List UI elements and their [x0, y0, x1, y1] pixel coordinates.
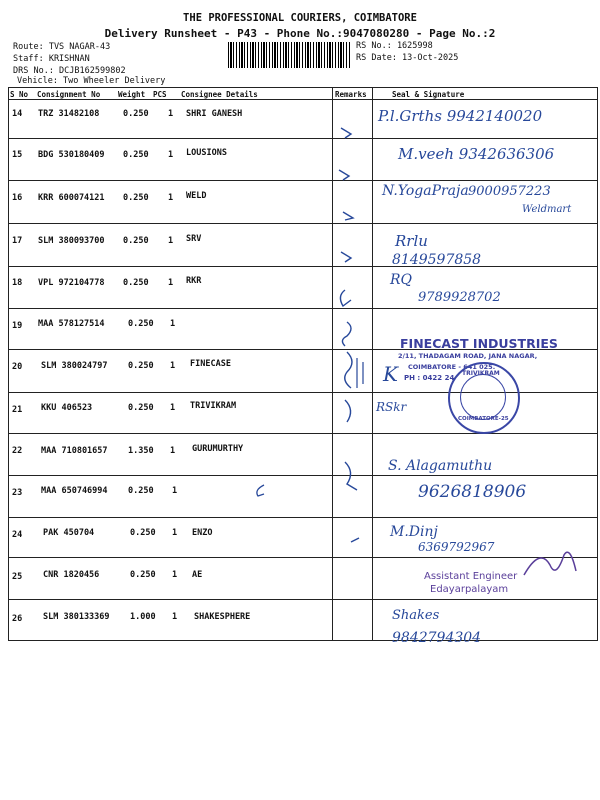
pcs: 1	[168, 150, 174, 160]
consignee: GURUMURTHY	[192, 444, 244, 454]
signature-row23-phone: 9626818906	[418, 482, 527, 502]
drs-number: DRS No.: DCJB162599802	[13, 66, 126, 76]
consignee: RKR	[186, 276, 202, 286]
weight: 0.250	[130, 570, 156, 580]
row-divider	[8, 223, 598, 224]
consignee: SHAKESPHERE	[194, 612, 251, 622]
consignment-no: CNR 1820456	[43, 570, 100, 580]
stamp-ae-place: Edayarpalayam	[430, 584, 509, 595]
weight: 1.000	[130, 612, 156, 622]
row-divider	[8, 138, 598, 139]
pcs: 1	[168, 109, 174, 119]
pcs: 1	[172, 528, 178, 538]
consignment-no: TRZ 31482108	[38, 109, 100, 119]
signature-row18-name: RQ	[390, 272, 413, 288]
signature-row14: P.l.Grths 9942140020	[378, 107, 543, 125]
route: Route: TVS NAGAR-43	[13, 42, 111, 52]
table-top-border	[8, 87, 598, 88]
tick-mark	[340, 290, 351, 306]
consignee: WELD	[186, 191, 207, 201]
sno: 24	[12, 530, 23, 540]
signature-row26-name: Shakes	[392, 608, 440, 623]
stroke-mark	[357, 358, 363, 388]
staff: Staff: KRISHNAN	[13, 54, 90, 64]
row-divider	[8, 599, 598, 600]
pcs: 1	[172, 570, 178, 580]
sno: 16	[12, 193, 23, 203]
company-seal	[448, 362, 520, 434]
col-weight: Weight	[118, 90, 146, 99]
stamp-ae-title: Assistant Engineer	[424, 571, 518, 582]
consignment-no: KRR 600074121	[38, 193, 105, 203]
stray-mark	[250, 482, 270, 500]
weight: 0.250	[128, 361, 154, 371]
tick-mark	[351, 538, 359, 542]
table-bottom-border	[8, 640, 598, 641]
sno: 23	[12, 488, 23, 498]
tick-mark	[339, 170, 349, 180]
pcs: 1	[168, 236, 174, 246]
sno: 18	[12, 278, 23, 288]
seal-top-text: TRIVIKRAM	[462, 370, 500, 377]
weight: 0.250	[128, 403, 154, 413]
consignment-no: MAA 578127514	[38, 319, 105, 329]
row-divider	[8, 266, 598, 267]
pcs: 1	[170, 361, 176, 371]
pcs: 1	[168, 278, 174, 288]
squiggle-mark	[342, 322, 351, 346]
consignment-no: SLM 380093700	[38, 236, 105, 246]
vehicle: Vehicle: Two Wheeler Delivery	[17, 76, 166, 86]
pcs: 1	[172, 612, 178, 622]
seal-inner-ring	[460, 374, 506, 420]
squiggle-mark	[345, 400, 351, 422]
row-divider	[8, 180, 598, 181]
weight: 0.250	[123, 109, 149, 119]
sno: 14	[12, 109, 23, 119]
rs-number: RS No.: 1625998	[356, 41, 433, 51]
remarks-marks	[333, 100, 373, 640]
consignee: LOUSIONS	[186, 148, 227, 158]
consignment-no: SLM 380133369	[43, 612, 110, 622]
sno: 21	[12, 405, 23, 415]
company-title: THE PROFESSIONAL COURIERS, COIMBATORE	[183, 12, 417, 24]
tick-mark	[341, 128, 351, 138]
col-pcs: PCS	[153, 90, 167, 99]
sno: 19	[12, 321, 23, 331]
consignment-no: KKU 406523	[41, 403, 93, 413]
stamp-phone: PH : 0422 24	[404, 374, 455, 382]
consignment-no: MAA 650746994	[41, 486, 108, 496]
sno: 15	[12, 150, 23, 160]
signature-row17-phone: 8149597858	[392, 252, 482, 268]
signature-row20: K	[383, 362, 398, 386]
weight: 0.250	[123, 278, 149, 288]
col-consignment: Consignment No	[37, 90, 101, 99]
pcs: 1	[170, 403, 176, 413]
signature-row24-name: M.Dinj	[390, 524, 438, 540]
sno: 17	[12, 236, 23, 246]
row-divider	[8, 433, 598, 434]
table-header-border	[8, 99, 598, 100]
signature-row16-phone: 9000957223	[468, 184, 551, 199]
signature-row26-phone: 9842794304	[392, 630, 482, 646]
consignee: ENZO	[192, 528, 213, 538]
stamp-city: COIMBATORE - 641 025.	[408, 363, 496, 371]
weight: 1.350	[128, 446, 154, 456]
signature-row15: M.veeh 9342636306	[398, 145, 555, 163]
sno: 26	[12, 614, 23, 624]
pcs: 1	[168, 193, 174, 203]
row-divider	[8, 308, 598, 309]
stamp-company-name: FINECAST INDUSTRIES	[400, 336, 558, 351]
weight: 0.250	[130, 528, 156, 538]
consignee: SHRI GANESH	[186, 109, 243, 119]
stamp-address: 2/11, THADAGAM ROAD, JANA NAGAR,	[398, 352, 538, 360]
consignment-no: MAA 710801657	[41, 446, 108, 456]
sno: 22	[12, 446, 23, 456]
consignee: SRV	[186, 234, 202, 244]
sno: 25	[12, 572, 23, 582]
seal-bottom-text: COIMBATORE-25	[458, 416, 509, 422]
tick-mark	[343, 212, 353, 220]
signature-row21: RSkr	[376, 400, 407, 414]
col-consignee: Consignee Details	[181, 90, 258, 99]
consignment-no: BDG 530180409	[38, 150, 105, 160]
row-divider	[8, 517, 598, 518]
signature-row22: S. Alagamuthu	[388, 458, 493, 474]
consignee: TRIVIKRAM	[190, 401, 237, 411]
squiggle-mark	[345, 352, 352, 388]
consignment-no: SLM 380024797	[41, 361, 108, 371]
signature-row17-name: Rrlu	[395, 232, 428, 250]
consignment-no: VPL 972104778	[38, 278, 105, 288]
sno: 20	[12, 362, 23, 372]
rs-date: RS Date: 13-Oct-2025	[356, 53, 459, 63]
weight: 0.250	[123, 193, 149, 203]
pcs: 1	[170, 319, 176, 329]
signature-row24-phone: 6369792967	[418, 540, 495, 554]
consignee: FINECASE	[190, 359, 231, 369]
barcode	[228, 42, 350, 68]
col-remarks: Remarks	[335, 90, 367, 99]
signature-row16-name: N.YogaPraja	[382, 183, 469, 199]
weight: 0.250	[128, 319, 154, 329]
consignee: AE	[192, 570, 203, 580]
weight: 0.250	[128, 486, 154, 496]
pcs: 1	[170, 446, 176, 456]
signature-row18-phone: 9789928702	[418, 290, 501, 305]
weight: 0.250	[123, 236, 149, 246]
row-divider	[8, 557, 598, 558]
row-divider	[8, 475, 598, 476]
runsheet-title: Delivery Runsheet - P43 - Phone No.:9047080280 - Page No.:2	[104, 27, 496, 40]
consignment-no: PAK 450704	[43, 528, 95, 538]
pcs: 1	[172, 486, 178, 496]
squiggle-mark	[345, 462, 357, 490]
weight: 0.250	[123, 150, 149, 160]
col-sno: S No	[10, 90, 29, 99]
signature-row16-company: Weldmart	[522, 204, 572, 215]
tick-mark	[341, 252, 351, 262]
signature-row25	[520, 545, 580, 585]
col-seal: Seal & Signature	[392, 90, 465, 99]
